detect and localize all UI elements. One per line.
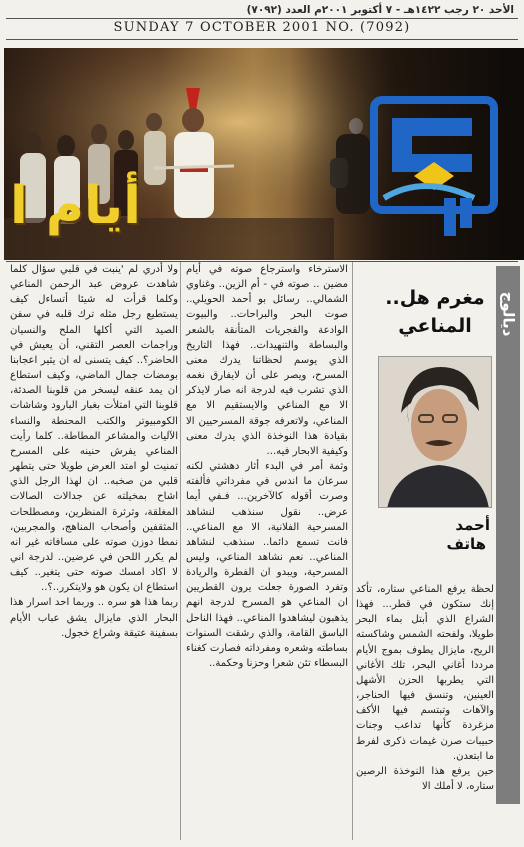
article-column-middle: [186, 262, 348, 671]
header-rule-bottom: [6, 39, 518, 40]
paragraph: حين يرفع هذا النوخذة الرصين ستاره، لا أملك الا: [356, 765, 494, 793]
diary-tag-label: ديالوج: [499, 291, 517, 337]
arabic-date-line: الأحد ٢٠ رجب ١٤٢٢هـ - ٧ أكتوبر ٢٠٠١م العدد (٧٠٩٢): [246, 4, 514, 16]
paragraph: لحظة يرفع المناعي ستاره، تأكد إنك ستكون في قطر... فهذا الشراع الذي أبتل بماء البحر طويلا، ولفحته الشمس وشاكسته الريح، مايزال يطوف بموج الأيام مرددا أغاني البحر، تلك الأغاني التي يطربها الحزن الأشهل العينين، وتنسق فيها الحناجر، والآهات وتبتسم فيها الأكف مزغردة كأنها تداعب وجنات حبيبات صرن غيمات ذكرى لفرط ما ابتعدن.: [356, 584, 494, 762]
article-column-left: [10, 262, 178, 641]
author-photo: [378, 356, 492, 508]
author-name: [370, 516, 490, 554]
author-name-line1: أحمد: [455, 516, 490, 534]
article-column-right: [356, 582, 494, 794]
english-date-line: SUNDAY 7 OCTOBER 2001 NO. (7092): [113, 20, 411, 35]
paragraph: ربما هذا هو سره .. وربما احد اسرار هذا البحار الذي مايزال يشق عباب الأيام بسفينة عتيقة وشراع خجول.: [10, 597, 178, 639]
paragraph: الاسترخاء واسترجاع صوته في أيام مضين .. صوته في - أم الزين.. وغناوي الشمالي.. رسائل بو أحمد الحويلي.. صوت البحر والبراحات.. والبيوت الوادعة والفجريات المتأنقة بالشعر والبساطة والتنهيدات.. فهذا التاريخ الذي يوسم لحظاتنا يدرك معنى المسرح، ويصر على أن لايفارق نغمه الذي تشرب فيه لدرجة انه صار لايذكر الا مع المناعي والايستقيم الا مع المناعي، ولاتعرفه جوقة المسرحيين الا بقيادة هذا النوخذة الذي يدرك معنى وكيفية الابحار فيه...: [186, 264, 348, 457]
headline-line1: مغرم هل..: [385, 287, 485, 309]
column-divider: [352, 262, 353, 840]
header-rule-top: [6, 18, 518, 19]
headline-line2: المناعي: [398, 315, 472, 337]
author-portrait-icon: [379, 357, 492, 508]
column-divider: [180, 262, 181, 840]
paragraph: ولا أدري لم 'ينبت في قلبي سؤال كلما شاهدت عروض عبد الرحمن المناعي وكلما قرأت له شيئا أتساءل كيف يستطيع رجل مثله ترك قلبه في سفن الصيد التي أكلها الملح والنسيان وراجمات العصر التقني، أن يعيش في الحاضر؟.. كيف يتسنى له ان يثير اعجابنا بومضات جمال الماضي، وكيف استطاع ان يمد عنقه ليسخر من قلوبنا الصدئة، قلوبنا التي امتلأت بغبار البارود وشاشات الكومبيوتر والكتب المحنطة والنساء الآليات والمشاعر المطاطة.. كلما رأيت المناعي يفرش حنينه على المسرح تمنيت لو امتد العرض طويلا حتى يتطهر قلبي من صخبه.. ان لهذا الرجل الذي اشاح بمخيلته عن جدالات الصالات المغلقة، وثرثرة المنظرين، ومصطلحات المثقفين وأصحاب المناهج، والمجربين، نمطا دوزن صوته على مسافاته غير انه لم يكرر اللحن في عرضين.. لدرجة اني لا اكاد امسك صوته حتى يتغير.. كيف استطاع ان يكون هو ولايتكرر..؟..: [10, 264, 178, 594]
banner-title: أيام ا: [10, 176, 141, 236]
author-name-line2: هاتف: [446, 535, 486, 553]
article: [6, 262, 520, 843]
diary-tag: [496, 266, 520, 362]
paragraph: وثمة أمر في البدء أثار دهشتي لكنه سرعان ما اندس في مفرداتي فألفته وصرت أقوله كالآخرين... فـفي أيما عرض.. نقول سنذهب لنشاهد المسرحية الفلانية، الا مع المناعي.. فانت تسمع دائما.. سنذهب لنشاهد المناعي.. نعم نشاهد المناعي، وليس المسرحية، ويبدو ان الفطرة والريادة وتفرد الصورة جعلت يرون القطريين ان المناعي هو المسرح لدرجة انهم يذهبون ليشاهدوا المناعي.. فهذا الناحل الباسق القامة، والذي رشقت السنوات بساطته وشعره ومفرداته فصارت كغناء البسطاء تئن شعرا وحزنا وحكمة..: [186, 461, 348, 670]
festival-banner: [4, 48, 524, 260]
headline: [380, 284, 490, 340]
